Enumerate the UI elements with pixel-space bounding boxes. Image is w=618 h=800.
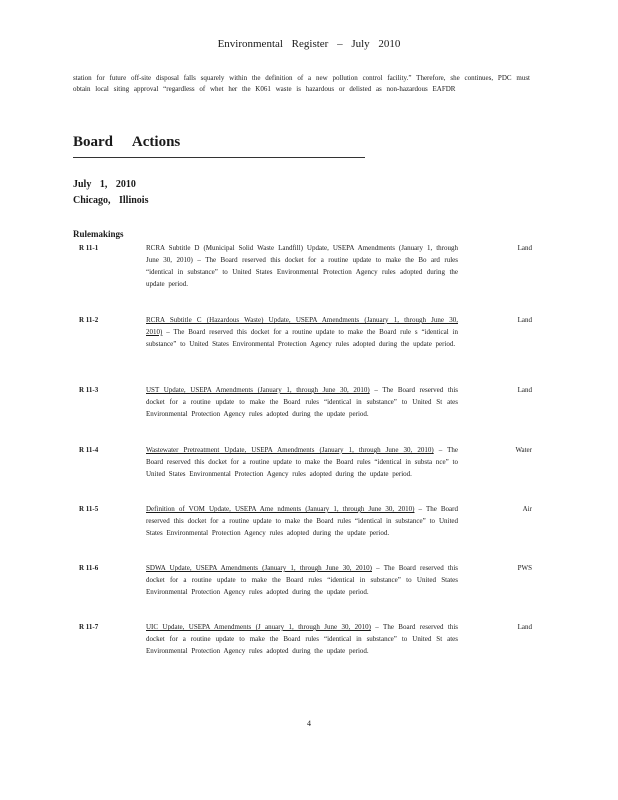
entry-description: [146, 445, 458, 481]
rulemakings-heading: Rulemakings: [73, 229, 124, 239]
intro-paragraph: station for future off-site disposal falls squarely within the definition of a new pollution control facility.” Therefore, she continues, PDC must obtain local siting approval “regardless of whet her the K061 waste is hazardous or delisted as non-hazardous EAFDR: [73, 74, 530, 93]
entry-description: [146, 504, 458, 540]
entry-description: [146, 622, 458, 658]
media-label: Air: [522, 505, 532, 513]
docket-number: R 11-1: [79, 244, 99, 252]
entry-underlined-title: UST Update, USEPA Amendments (January 1, through June 30, 2010): [146, 386, 370, 394]
entry-underlined-title: Wastewater Pretreatment Update, USEPA Amendments (January 1, through June 30, 2010): [146, 446, 434, 454]
running-header: Environmental Register – July 2010: [217, 38, 401, 50]
media-label: Water: [515, 446, 532, 454]
media-label: Land: [517, 244, 532, 252]
docket-number: R 11-6: [79, 564, 99, 572]
meeting-date: July 1, 2010: [73, 179, 136, 190]
entry-text: – The Board reserved this docket for a routine update to make the Board rules “identical in substance” to United St ates Environmental Protection Agency rules adopted during the update period.: [146, 386, 458, 418]
docket-number: R 11-3: [79, 386, 99, 394]
entry-description: [146, 563, 458, 599]
section-title: Board Actions: [73, 134, 181, 150]
section-divider: [73, 157, 365, 158]
entry-description: [146, 385, 458, 421]
media-label: Land: [517, 623, 532, 631]
entry-text: – The Board reserved this docket for a routine update to make the Board rules “identical in substance” to United States Environmental Protection Agency rules adopted during the update period.: [146, 564, 458, 596]
entry-description: [146, 315, 458, 351]
meeting-location: Chicago, Illinois: [73, 195, 149, 206]
media-label: Land: [517, 386, 532, 394]
entry-underlined-title: Definition of VOM Update, USEPA Ame ndments (January 1, through June 30, 2010): [146, 505, 415, 513]
entry-text: – The Board reserved this docket for a routine update to make the Board rule s “identical in substance” to United States Environmental Protection Agency rules adopted during the update period.: [146, 327, 458, 348]
entry-text: – The Board reserved this docket for a routine update to make the Board rules “identical in substance” to United St ates Environmental Protection Agency rules adopted during the update period.: [146, 623, 458, 655]
docket-number: R 11-4: [79, 446, 99, 454]
entry-underlined-title: SDWA Update, USEPA Amendments (January 1, through June 30, 2010): [146, 564, 372, 572]
entry-text: RCRA Subtitle D (Municipal Solid Waste Landfill) Update, USEPA Amendments (January 1, through June 30, 2010) – The Board reserved this docket for a routine update to make the Bo ard rules “identical in substance” to United States Environmental Protection Agency rules adopted during the update period.: [146, 244, 458, 288]
entry-text: – The Board reserved this docket for a routine update to make the Board rules “identical in substance” to United States Environmental Protection Agency rules adopted during the update period.: [146, 505, 458, 537]
page-number: 4: [307, 719, 311, 728]
docket-number: R 11-2: [79, 316, 99, 324]
docket-number: R 11-5: [79, 505, 99, 513]
docket-number: R 11-7: [79, 623, 99, 631]
media-label: Land: [517, 316, 532, 324]
entry-underlined-title: UIC Update, USEPA Amendments (J anuary 1, through June 30, 2010): [146, 623, 371, 631]
entry-description: [146, 243, 458, 291]
entry-underlined-title: RCRA Subtitle C (Hazardous Waste) Update, USEPA Amendments (January 1, through June 30, 2010): [146, 316, 458, 336]
entry-text: – The Board reserved this docket for a routine update to make the Board rules “identical in substa nce” to United States Environmental Protection Agency rules adopted during the update period.: [146, 446, 458, 478]
media-label: PWS: [517, 564, 532, 572]
